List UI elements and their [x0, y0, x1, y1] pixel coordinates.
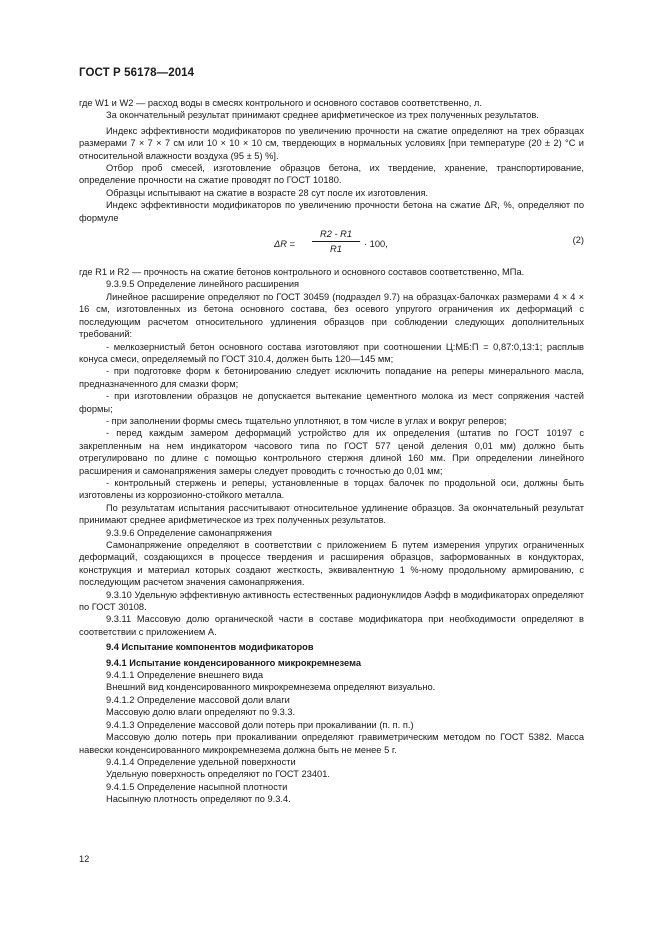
formula-rest: · 100,: [364, 239, 388, 250]
paragraph: По результатам испытания рассчитывают относительное удлинение образцов. За окончательный результат принимают среднее арифметическое из трех полученных результатов.: [79, 502, 584, 526]
paragraph: Самонапряжение определяют в соответствии с приложением Б путем измерения упругих ограниченных деформаций, создающихся в процессе твердения и расширения образцов, заформованных в кондукторах, конструкция и материал которых создают жесткость, эквивалентную 1 %-ному продольному армированию, с последующим расчетом значения самонапряжения.: [79, 540, 584, 588]
formula-fraction: [312, 228, 360, 256]
paragraph: Внешний вид конденсированного микрокремнезема определяют визуально.: [106, 682, 436, 693]
paragraph: Удельную поверхность определяют по ГОСТ 23401.: [106, 769, 330, 780]
section-heading: 9.3.9.5 Определение линейного расширения: [106, 279, 300, 290]
list-item: - контрольный стержень и реперы, установленные в торцах балочек по продольной оси, должны быть изготовлены из коррозионно-стойкого металла.: [79, 477, 584, 501]
paragraph: Массовую долю влаги определяют по 9.3.3.: [106, 707, 296, 718]
list-item: - при заполнении формы смесь тщательно уплотняют, в том числе в углах и вокруг реперов;: [106, 415, 507, 426]
page-number: 12: [79, 854, 90, 864]
paragraph: 9.3.10 Удельную эффективную активность естественных радионуклидов Аэфф в модификаторах определяют по ГОСТ 30108.: [79, 589, 584, 613]
section-heading: 9.4.1.1 Определение внешнего вида: [106, 670, 264, 681]
formula-2: [79, 226, 584, 264]
list-item: - мелкозернистый бетон основного состава изготовляют при соотношении Ц:МБ:П = 0,87:0,13:1; расплыв конуса смеси, определяемый по ГОСТ 310.4, должен быть 120—145 мм;: [79, 341, 584, 364]
section-heading-bold: 9.4.1 Испытание конденсированного микрокремнезема: [106, 657, 362, 668]
paragraph: Индекс эффективности модификаторов по увеличению прочности на сжатие определяют на трех образцах размерами 7 × 7 × 7 см или 10 × 10 × 10 см, твердеющих в нормальных условиях [при температуре (20 ± 2) °С и относительной влажности воздуха (95 ± 5) %].: [79, 125, 584, 161]
section-heading: 9.4.1.3 Определение массовой доли потерь при прокаливании (п. п. п.): [106, 719, 414, 730]
list-item: - перед каждым замером деформаций устройство для их определения (штатив по ГОСТ 10197 с закрепленным на нем индикатором часового типа по ГОСТ 577 ценой деления 0,01 мм) должно быть отрегулировано по длине с помощью контрольного стержня длиной 160 мм. При определении линейного расширения и самонапряжения замеры следует проводить с точностью до 0,01 мм;: [79, 428, 584, 476]
section-heading-bold: 9.4 Испытание компонентов модификаторов: [106, 642, 314, 653]
list-item: - при изготовлении образцов не допускается вытекание цементного молока из мест сопряжения частей формы;: [79, 391, 584, 414]
paragraph: Образцы испытывают на сжатие в возрасте 28 сут после их изготовления.: [106, 187, 429, 198]
formula-denominator: R1: [330, 244, 342, 255]
formula-numerator: R2 - R1: [312, 228, 360, 242]
paragraph: где W1 и W2 — расход воды в смесях контрольного и основного составов соответственно, л.: [79, 98, 482, 108]
paragraph: Отбор проб смесей, изготовление образцов бетона, их твердение, хранение, транспортирование, определение прочности на сжатие проводят по ГОСТ 10180.: [79, 163, 584, 186]
body-text: [79, 97, 584, 806]
formula-lhs: ΔR =: [274, 239, 295, 250]
paragraph: Насыпную плотность определяют по 9.3.4.: [106, 794, 291, 805]
paragraph: Массовую долю потерь при прокаливании определяют гравиметрическим методом по ГОСТ 5382. Масса навески конденсированного микрокремнезема должна быть не менее 5 г.: [79, 732, 584, 755]
section-heading: 9.3.9.6 Определение самонапряжения: [106, 527, 272, 538]
paragraph: За окончательный результат принимают среднее арифметическое из трех полученных результатов.: [106, 110, 539, 121]
paragraph: 9.3.11 Массовую долю органической части в составе модификатора при необходимости определяют в соответствии с приложением А.: [79, 614, 584, 637]
formula-number: (2): [572, 235, 584, 246]
paragraph: Линейное расширение определяют по ГОСТ 30459 (подраздел 9.7) на образцах-балочках размерами 4 × 4 × 16 см, изготовленных из бетона основного состава, без осевого упругого ограничения их деформаций с последующим расчетом относительного удлинения образцов при соблюдении следующих дополнительных требований:: [79, 291, 584, 340]
paragraph: Индекс эффективности модификаторов по увеличению прочности бетона на сжатие ΔR, %, определяют по формуле: [79, 200, 584, 223]
paragraph: где R1 и R2 — прочность на сжатие бетонов контрольного и основного составов соответственно, МПа.: [79, 267, 525, 278]
section-heading: 9.4.1.5 Определение насыпной плотности: [106, 781, 288, 792]
section-heading: 9.4.1.4 Определение удельной поверхности: [106, 756, 296, 767]
list-item: - при подготовке форм к бетонированию следует исключить попадание на реперы минерального масла, предназначенного для смазки форм;: [79, 366, 584, 389]
section-heading: 9.4.1.2 Определение массовой доли влаги: [106, 694, 290, 705]
page-header-standard: ГОСТ Р 56178—2014: [79, 67, 195, 79]
